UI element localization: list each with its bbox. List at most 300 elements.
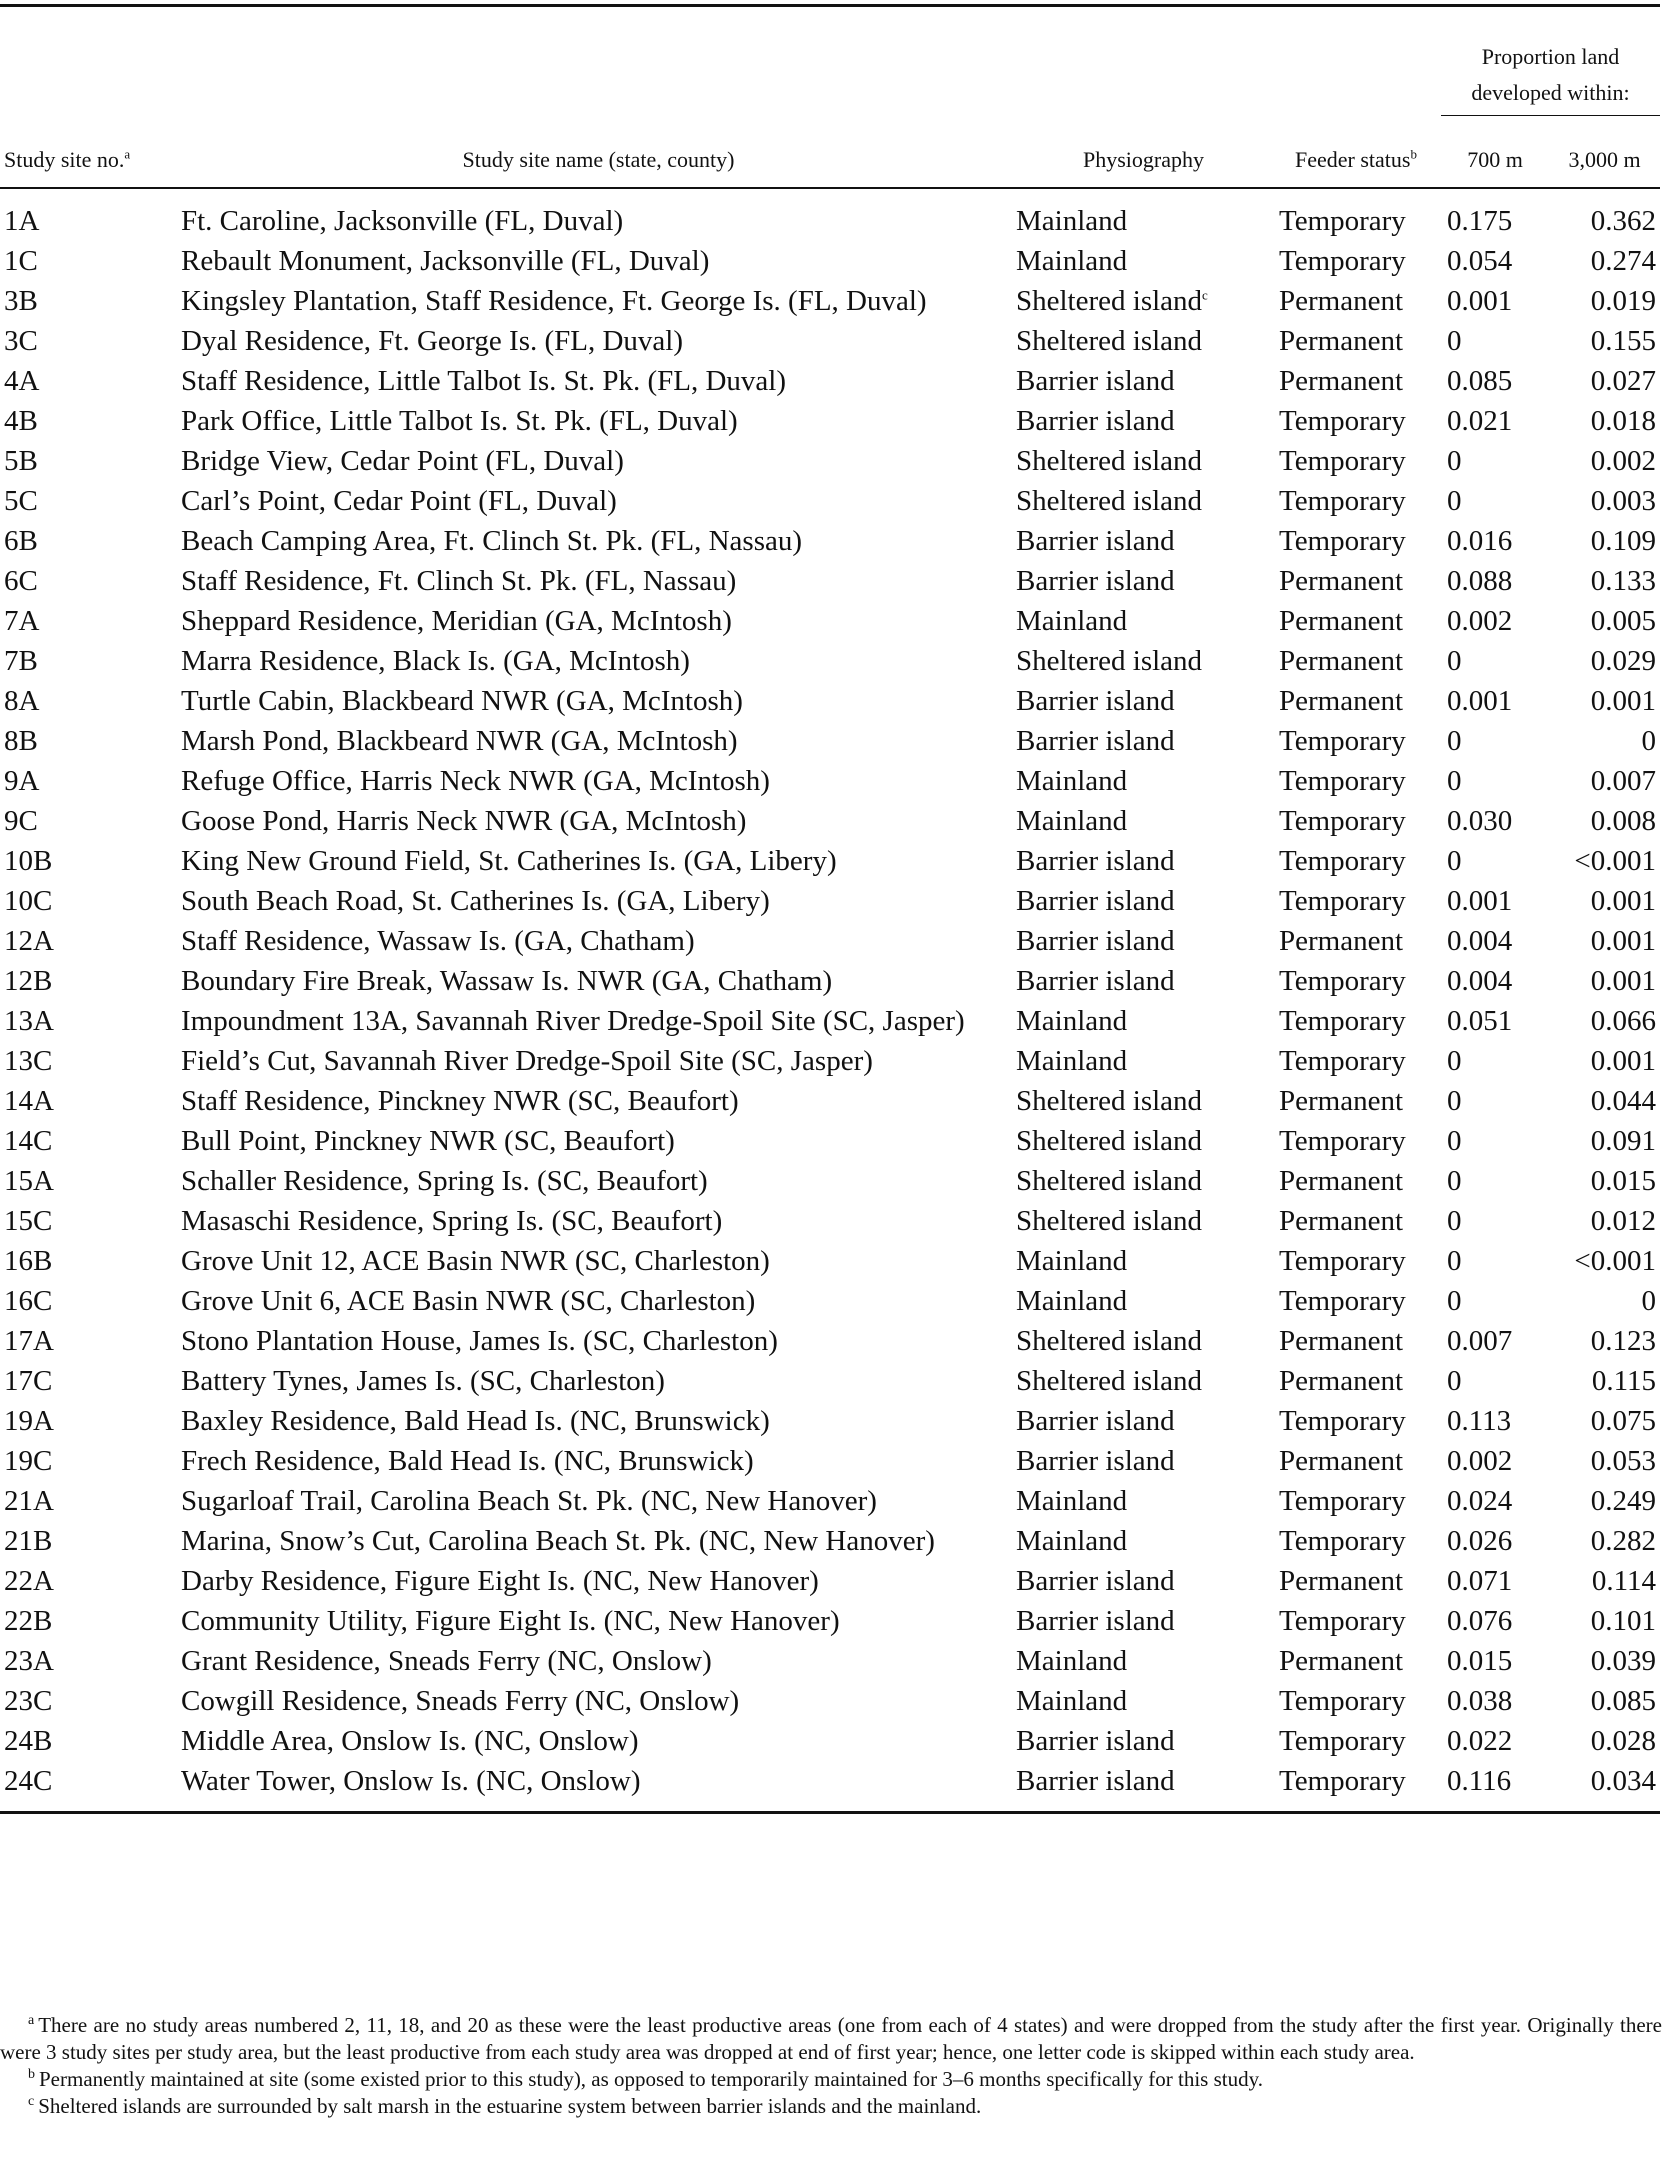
cell-feeder-status: Temporary xyxy=(1279,725,1406,757)
cell-feeder-status: Permanent xyxy=(1279,325,1404,357)
table-row xyxy=(0,241,1660,281)
physiography-text: Barrier island xyxy=(1016,925,1175,957)
cell-physiography xyxy=(1016,961,1271,1001)
cell-3000m: 0.001 xyxy=(1590,965,1656,997)
table-row xyxy=(0,801,1660,841)
cell-site-no: 9A xyxy=(4,765,40,797)
site-name-text: Park Office, Little Talbot Is. St. Pk. (FL, Duval) xyxy=(181,405,738,437)
cell-site-no: 1A xyxy=(4,205,40,237)
table-row xyxy=(0,1761,1660,1813)
cell-3000m: 0.075 xyxy=(1590,1405,1656,1437)
cell-site-name xyxy=(181,761,1016,801)
table-row xyxy=(0,1481,1660,1521)
cell-physiography xyxy=(1016,601,1271,641)
cell-physiography xyxy=(1016,281,1271,321)
cell-feeder-status: Permanent xyxy=(1279,1205,1404,1237)
cell-3000m: 0.028 xyxy=(1590,1725,1656,1757)
cell-3000m: 0.282 xyxy=(1590,1525,1656,1557)
site-name-text: Masaschi Residence, Spring Is. (SC, Beaufort) xyxy=(181,1205,723,1237)
site-name-text: Bridge View, Cedar Point (FL, Duval) xyxy=(181,445,624,477)
cell-3000m: 0.018 xyxy=(1590,405,1656,437)
cell-700m: 0.113 xyxy=(1447,1405,1512,1437)
cell-feeder-status: Permanent xyxy=(1279,645,1404,677)
proportion-header-line1: Proportion land xyxy=(1481,44,1620,69)
table-header xyxy=(0,6,1660,189)
table-row xyxy=(0,841,1660,881)
cell-feeder-status: Temporary xyxy=(1279,885,1406,917)
cell-700m: 0 xyxy=(1447,1205,1462,1237)
cell-site-no: 13A xyxy=(4,1005,54,1037)
cell-700m: 0.002 xyxy=(1447,605,1513,637)
table-row xyxy=(0,1321,1660,1361)
physiography-text: Mainland xyxy=(1016,1245,1128,1277)
cell-site-no: 14A xyxy=(4,1085,54,1117)
cell-feeder-status: Permanent xyxy=(1279,285,1404,317)
col-header-site-name: Study site name (state, county) xyxy=(181,116,1016,189)
table-row xyxy=(0,1001,1660,1041)
cell-site-no: 5C xyxy=(4,485,38,517)
cell-physiography xyxy=(1016,1561,1271,1601)
table-row xyxy=(0,1441,1660,1481)
proportion-header-line2: developed within: xyxy=(1471,80,1630,105)
site-name-text: Ft. Caroline, Jacksonville (FL, Duval) xyxy=(181,205,624,237)
cell-site-no: 5B xyxy=(4,445,38,477)
cell-700m: 0 xyxy=(1447,765,1462,797)
cell-physiography xyxy=(1016,1641,1271,1681)
cell-physiography xyxy=(1016,361,1271,401)
cell-site-no: 22B xyxy=(4,1605,53,1637)
cell-3000m: 0.001 xyxy=(1590,885,1656,917)
site-name-text: Field’s Cut, Savannah River Dredge-Spoil Site (SC, Jasper) xyxy=(181,1045,873,1077)
cell-site-name xyxy=(181,1361,1016,1401)
cell-3000m: 0.039 xyxy=(1590,1645,1656,1677)
cell-feeder-status: Temporary xyxy=(1279,1125,1406,1157)
site-name-text: Marina, Snow’s Cut, Carolina Beach St. Pk. (NC, New Hanover) xyxy=(181,1525,935,1557)
cell-3000m: 0.008 xyxy=(1590,805,1656,837)
physiography-text: Sheltered island xyxy=(1016,1365,1203,1397)
cell-feeder-status: Temporary xyxy=(1279,1405,1406,1437)
table-body xyxy=(0,188,1660,1813)
table-row xyxy=(0,188,1660,241)
physiography-text: Mainland xyxy=(1016,1005,1128,1037)
cell-3000m: 0.114 xyxy=(1591,1565,1656,1597)
physiography-text: Barrier island xyxy=(1016,845,1175,877)
table-row xyxy=(0,1041,1660,1081)
cell-site-name xyxy=(181,1441,1016,1481)
physiography-text: Sheltered island xyxy=(1016,645,1203,677)
footnote-a-text: There are no study areas numbered 2, 11, 18, and 20 as these were the least productive areas (one from each of 4 states) and were dropped from the study after the first year. Originally there were 3 study sites per study area, but the least productive from each study area was dropped at end of first year; hence, one letter code is skipped within each study area. xyxy=(0,2013,1662,2064)
physiography-text: Barrier island xyxy=(1016,885,1175,917)
cell-physiography xyxy=(1016,1241,1271,1281)
cell-700m: 0.004 xyxy=(1447,925,1513,957)
site-name-text: Grove Unit 12, ACE Basin NWR (SC, Charleston) xyxy=(181,1245,770,1277)
col-header-site-no: Study site no.$^a$ xyxy=(0,116,181,189)
table-row xyxy=(0,1201,1660,1241)
cell-physiography xyxy=(1016,1121,1271,1161)
cell-700m: 0 xyxy=(1447,1245,1462,1277)
site-name-text: Battery Tynes, James Is. (SC, Charleston) xyxy=(181,1365,665,1397)
physiography-text: Sheltered island xyxy=(1016,1125,1203,1157)
cell-3000m: 0.027 xyxy=(1590,365,1656,397)
cell-700m: 0.021 xyxy=(1447,405,1513,437)
table-row xyxy=(0,681,1660,721)
physiography-text: Barrier island xyxy=(1016,725,1175,757)
table-row xyxy=(0,1281,1660,1321)
physiography-text: Mainland xyxy=(1016,1045,1128,1077)
footnote-b-text: Permanently maintained at site (some existed prior to this study), as opposed to temporarily maintained for 3–6 months specifically for this study. xyxy=(39,2067,1263,2091)
cell-site-no: 23A xyxy=(4,1645,54,1677)
cell-site-no: 8B xyxy=(4,725,38,757)
site-name-text: Dyal Residence, Ft. George Is. (FL, Duval) xyxy=(181,325,684,357)
cell-3000m: 0.155 xyxy=(1590,325,1656,357)
table-row xyxy=(0,401,1660,441)
cell-site-name xyxy=(181,241,1016,281)
cell-3000m: 0.362 xyxy=(1590,205,1656,237)
physiography-text: Sheltered island xyxy=(1016,325,1203,357)
cell-site-no: 24B xyxy=(4,1725,53,1757)
physiography-text: Mainland xyxy=(1016,1645,1128,1677)
cell-site-no: 21A xyxy=(4,1485,54,1517)
cell-physiography xyxy=(1016,921,1271,961)
cell-site-name xyxy=(181,1041,1016,1081)
footnote-mark-c: c xyxy=(1202,287,1208,303)
cell-feeder-status: Temporary xyxy=(1279,485,1406,517)
cell-physiography xyxy=(1016,761,1271,801)
cell-feeder-status: Permanent xyxy=(1279,365,1404,397)
cell-site-name xyxy=(181,1241,1016,1281)
cell-site-no: 23C xyxy=(4,1685,53,1717)
cell-700m: 0.116 xyxy=(1447,1765,1512,1797)
cell-700m: 0 xyxy=(1447,1285,1462,1317)
cell-3000m: 0.002 xyxy=(1590,445,1656,477)
cell-700m: 0.038 xyxy=(1447,1685,1513,1717)
table-row xyxy=(0,561,1660,601)
cell-site-no: 4B xyxy=(4,405,38,437)
footnote-mark-a: a xyxy=(124,146,131,162)
physiography-text: Barrier island xyxy=(1016,1765,1175,1797)
cell-feeder-status: Temporary xyxy=(1279,1045,1406,1077)
cell-physiography xyxy=(1016,1601,1271,1641)
physiography-text: Sheltered island xyxy=(1016,1325,1203,1357)
cell-700m: 0 xyxy=(1447,845,1462,877)
cell-3000m: 0.015 xyxy=(1590,1165,1656,1197)
cell-feeder-status: Permanent xyxy=(1279,1365,1404,1397)
cell-site-no: 22A xyxy=(4,1565,54,1597)
cell-700m: 0.051 xyxy=(1447,1005,1513,1037)
cell-site-name xyxy=(181,481,1016,521)
cell-700m: 0.016 xyxy=(1447,525,1513,557)
site-name-text: Boundary Fire Break, Wassaw Is. NWR (GA, Chatham) xyxy=(181,965,833,997)
cell-site-no: 16C xyxy=(4,1285,53,1317)
cell-700m: 0.088 xyxy=(1447,565,1513,597)
cell-site-name xyxy=(181,1281,1016,1321)
cell-feeder-status: Temporary xyxy=(1279,1525,1406,1557)
cell-feeder-status: Temporary xyxy=(1279,845,1406,877)
cell-site-name xyxy=(181,881,1016,921)
cell-site-name xyxy=(181,1401,1016,1441)
site-name-text: Staff Residence, Ft. Clinch St. Pk. (FL, Nassau) xyxy=(181,565,737,597)
cell-3000m: 0.001 xyxy=(1590,925,1656,957)
cell-3000m: <0.001 xyxy=(1574,845,1656,877)
table-row xyxy=(0,1401,1660,1441)
cell-site-no: 17A xyxy=(4,1325,54,1357)
site-name-text: Darby Residence, Figure Eight Is. (NC, New Hanover) xyxy=(181,1565,819,1597)
cell-700m: 0 xyxy=(1447,325,1462,357)
physiography-text: Barrier island xyxy=(1016,405,1175,437)
cell-feeder-status: Temporary xyxy=(1279,1765,1406,1797)
physiography-text: Mainland xyxy=(1016,605,1128,637)
cell-site-name xyxy=(181,601,1016,641)
cell-physiography xyxy=(1016,561,1271,601)
cell-site-no: 15C xyxy=(4,1205,53,1237)
cell-site-no: 17C xyxy=(4,1365,53,1397)
cell-feeder-status: Temporary xyxy=(1279,245,1406,277)
cell-physiography xyxy=(1016,801,1271,841)
cell-700m: 0.007 xyxy=(1447,1325,1513,1357)
site-name-text: Middle Area, Onslow Is. (NC, Onslow) xyxy=(181,1725,639,1757)
site-name-text: Frech Residence, Bald Head Is. (NC, Brunswick) xyxy=(181,1445,754,1477)
table-row xyxy=(0,881,1660,921)
physiography-text: Sheltered island xyxy=(1016,285,1203,317)
cell-site-name xyxy=(181,961,1016,1001)
site-name-text: Rebault Monument, Jacksonville (FL, Duval) xyxy=(181,245,710,277)
cell-feeder-status: Permanent xyxy=(1279,925,1404,957)
physiography-text: Sheltered island xyxy=(1016,485,1203,517)
col-header-700m: 700 m xyxy=(1441,116,1549,189)
site-name-text: Goose Pond, Harris Neck NWR (GA, McIntosh) xyxy=(181,805,747,837)
site-name-text: Schaller Residence, Spring Is. (SC, Beaufort) xyxy=(181,1165,708,1197)
cell-site-name xyxy=(181,361,1016,401)
physiography-text: Barrier island xyxy=(1016,525,1175,557)
table-row xyxy=(0,1241,1660,1281)
table-row xyxy=(0,1721,1660,1761)
cell-feeder-status: Temporary xyxy=(1279,1685,1406,1717)
cell-700m: 0.022 xyxy=(1447,1725,1513,1757)
cell-site-no: 8A xyxy=(4,685,40,717)
site-name-text: Staff Residence, Little Talbot Is. St. Pk. (FL, Duval) xyxy=(181,365,787,397)
cell-physiography xyxy=(1016,1081,1271,1121)
cell-site-name xyxy=(181,1321,1016,1361)
cell-site-name xyxy=(181,1201,1016,1241)
cell-feeder-status: Temporary xyxy=(1279,1725,1406,1757)
study-sites-table xyxy=(0,4,1660,1814)
physiography-text: Mainland xyxy=(1016,1685,1128,1717)
site-name-text: Kingsley Plantation, Staff Residence, Ft. George Is. (FL, Duval) xyxy=(181,285,927,317)
physiography-text: Mainland xyxy=(1016,1525,1128,1557)
cell-physiography xyxy=(1016,1441,1271,1481)
cell-feeder-status: Temporary xyxy=(1279,805,1406,837)
physiography-text: Mainland xyxy=(1016,1285,1128,1317)
cell-feeder-status: Temporary xyxy=(1279,525,1406,557)
physiography-text: Barrier island xyxy=(1016,365,1175,397)
site-name-text: Sheppard Residence, Meridian (GA, McIntosh) xyxy=(181,605,732,637)
physiography-text: Mainland xyxy=(1016,805,1128,837)
cell-700m: 0 xyxy=(1447,1165,1462,1197)
cell-site-name xyxy=(181,1481,1016,1521)
cell-physiography xyxy=(1016,641,1271,681)
cell-physiography xyxy=(1016,1681,1271,1721)
table-row xyxy=(0,481,1660,521)
cell-3000m: 0.019 xyxy=(1590,285,1656,317)
cell-700m: 0 xyxy=(1447,445,1462,477)
cell-3000m: 0.012 xyxy=(1590,1205,1656,1237)
physiography-text: Barrier island xyxy=(1016,565,1175,597)
cell-site-name xyxy=(181,1521,1016,1561)
cell-site-name xyxy=(181,841,1016,881)
cell-700m: 0.001 xyxy=(1447,685,1513,717)
cell-site-no: 10B xyxy=(4,845,53,877)
cell-3000m: 0.001 xyxy=(1590,685,1656,717)
table-row xyxy=(0,921,1660,961)
cell-feeder-status: Temporary xyxy=(1279,205,1406,237)
cell-700m: 0.015 xyxy=(1447,1645,1513,1677)
site-name-text: King New Ground Field, St. Catherines Is. (GA, Libery) xyxy=(181,845,837,877)
footnote-c-text: Sheltered islands are surrounded by salt marsh in the estuarine system between barrier islands and the mainland. xyxy=(38,2094,982,2118)
cell-site-name xyxy=(181,681,1016,721)
table-row xyxy=(0,1641,1660,1681)
cell-700m: 0 xyxy=(1447,1085,1462,1117)
cell-physiography xyxy=(1016,1161,1271,1201)
cell-3000m: <0.001 xyxy=(1574,1245,1656,1277)
site-name-text: Staff Residence, Wassaw Is. (GA, Chatham) xyxy=(181,925,695,957)
cell-feeder-status: Temporary xyxy=(1279,1005,1406,1037)
site-name-text: Turtle Cabin, Blackbeard NWR (GA, McIntosh) xyxy=(181,685,743,717)
cell-feeder-status: Temporary xyxy=(1279,765,1406,797)
cell-site-no: 14C xyxy=(4,1125,53,1157)
footnotes xyxy=(0,2012,1662,2120)
cell-physiography xyxy=(1016,441,1271,481)
proportion-header xyxy=(1441,6,1660,116)
cell-physiography xyxy=(1016,1321,1271,1361)
cell-site-no: 6B xyxy=(4,525,38,557)
col-header-feeder-status: Feeder status$^b$ xyxy=(1271,116,1441,189)
cell-3000m: 0.029 xyxy=(1590,645,1656,677)
cell-physiography xyxy=(1016,1361,1271,1401)
table-row xyxy=(0,441,1660,481)
cell-site-no: 12A xyxy=(4,925,54,957)
cell-site-no: 13C xyxy=(4,1045,53,1077)
physiography-text: Barrier island xyxy=(1016,1445,1175,1477)
cell-feeder-status: Temporary xyxy=(1279,1245,1406,1277)
footnote-a xyxy=(0,2012,1662,2066)
physiography-text: Sheltered island xyxy=(1016,1205,1203,1237)
cell-site-no: 19A xyxy=(4,1405,54,1437)
cell-700m: 0 xyxy=(1447,645,1462,677)
physiography-text: Mainland xyxy=(1016,205,1128,237)
cell-feeder-status: Permanent xyxy=(1279,1085,1404,1117)
cell-3000m: 0.007 xyxy=(1590,765,1656,797)
cell-physiography xyxy=(1016,721,1271,761)
cell-site-name xyxy=(181,441,1016,481)
cell-3000m: 0.115 xyxy=(1591,1365,1656,1397)
cell-700m: 0.002 xyxy=(1447,1445,1513,1477)
cell-700m: 0.001 xyxy=(1447,285,1513,317)
cell-700m: 0.085 xyxy=(1447,365,1513,397)
site-name-text: Bull Point, Pinckney NWR (SC, Beaufort) xyxy=(181,1125,675,1157)
cell-physiography xyxy=(1016,401,1271,441)
footnote-mark-b: b xyxy=(1410,146,1417,162)
table-row xyxy=(0,641,1660,681)
cell-site-no: 24C xyxy=(4,1765,53,1797)
cell-700m: 0 xyxy=(1447,725,1462,757)
table-row xyxy=(0,1521,1660,1561)
cell-physiography xyxy=(1016,1001,1271,1041)
cell-site-name xyxy=(181,321,1016,361)
cell-feeder-status: Temporary xyxy=(1279,1605,1406,1637)
cell-feeder-status: Temporary xyxy=(1279,1285,1406,1317)
cell-site-name xyxy=(181,1721,1016,1761)
cell-3000m: 0.274 xyxy=(1590,245,1656,277)
cell-site-no: 3C xyxy=(4,325,38,357)
physiography-text: Barrier island xyxy=(1016,1405,1175,1437)
cell-site-name xyxy=(181,921,1016,961)
cell-700m: 0.175 xyxy=(1447,205,1513,237)
cell-site-name xyxy=(181,641,1016,681)
cell-feeder-status: Permanent xyxy=(1279,565,1404,597)
cell-700m: 0.001 xyxy=(1447,885,1513,917)
physiography-text: Barrier island xyxy=(1016,685,1175,717)
site-name-text: Marra Residence, Black Is. (GA, McIntosh) xyxy=(181,645,690,677)
cell-site-name xyxy=(181,1121,1016,1161)
physiography-text: Sheltered island xyxy=(1016,445,1203,477)
cell-site-name xyxy=(181,1681,1016,1721)
footnote-a-mark: a xyxy=(28,2013,35,2028)
header-spacer xyxy=(0,6,1441,116)
cell-site-name xyxy=(181,281,1016,321)
site-name-text: Water Tower, Onslow Is. (NC, Onslow) xyxy=(181,1765,641,1797)
cell-site-no: 12B xyxy=(4,965,53,997)
cell-700m: 0 xyxy=(1447,1365,1462,1397)
cell-700m: 0.076 xyxy=(1447,1605,1513,1637)
cell-site-no: 7B xyxy=(4,645,38,677)
table-row xyxy=(0,361,1660,401)
cell-3000m: 0.123 xyxy=(1590,1325,1656,1357)
site-name-text: Stono Plantation House, James Is. (SC, Charleston) xyxy=(181,1325,778,1357)
physiography-text: Mainland xyxy=(1016,1485,1128,1517)
cell-site-name xyxy=(181,1001,1016,1041)
cell-700m: 0.071 xyxy=(1447,1565,1513,1597)
cell-3000m: 0.044 xyxy=(1590,1085,1656,1117)
cell-site-name xyxy=(181,401,1016,441)
table-row xyxy=(0,1361,1660,1401)
col-header-3000m: 3,000 m xyxy=(1549,116,1660,189)
physiography-text: Mainland xyxy=(1016,245,1128,277)
table-row xyxy=(0,961,1660,1001)
cell-physiography xyxy=(1016,1481,1271,1521)
table-row xyxy=(0,1561,1660,1601)
cell-physiography xyxy=(1016,521,1271,561)
cell-site-name xyxy=(181,1161,1016,1201)
cell-feeder-status: Temporary xyxy=(1279,965,1406,997)
cell-physiography xyxy=(1016,1401,1271,1441)
physiography-text: Mainland xyxy=(1016,765,1128,797)
cell-physiography xyxy=(1016,481,1271,521)
cell-3000m: 0.003 xyxy=(1590,485,1656,517)
site-name-text: Beach Camping Area, Ft. Clinch St. Pk. (FL, Nassau) xyxy=(181,525,803,557)
site-name-text: Grant Residence, Sneads Ferry (NC, Onslow) xyxy=(181,1645,712,1677)
cell-700m: 0.024 xyxy=(1447,1485,1513,1517)
cell-physiography xyxy=(1016,1281,1271,1321)
cell-site-no: 9C xyxy=(4,805,38,837)
cell-3000m: 0 xyxy=(1641,725,1656,757)
cell-feeder-status: Temporary xyxy=(1279,445,1406,477)
site-name-text: Staff Residence, Pinckney NWR (SC, Beaufort) xyxy=(181,1085,739,1117)
cell-feeder-status: Permanent xyxy=(1279,1565,1404,1597)
table-row xyxy=(0,1681,1660,1721)
cell-physiography xyxy=(1016,241,1271,281)
cell-physiography xyxy=(1016,188,1271,241)
physiography-text: Sheltered island xyxy=(1016,1085,1203,1117)
